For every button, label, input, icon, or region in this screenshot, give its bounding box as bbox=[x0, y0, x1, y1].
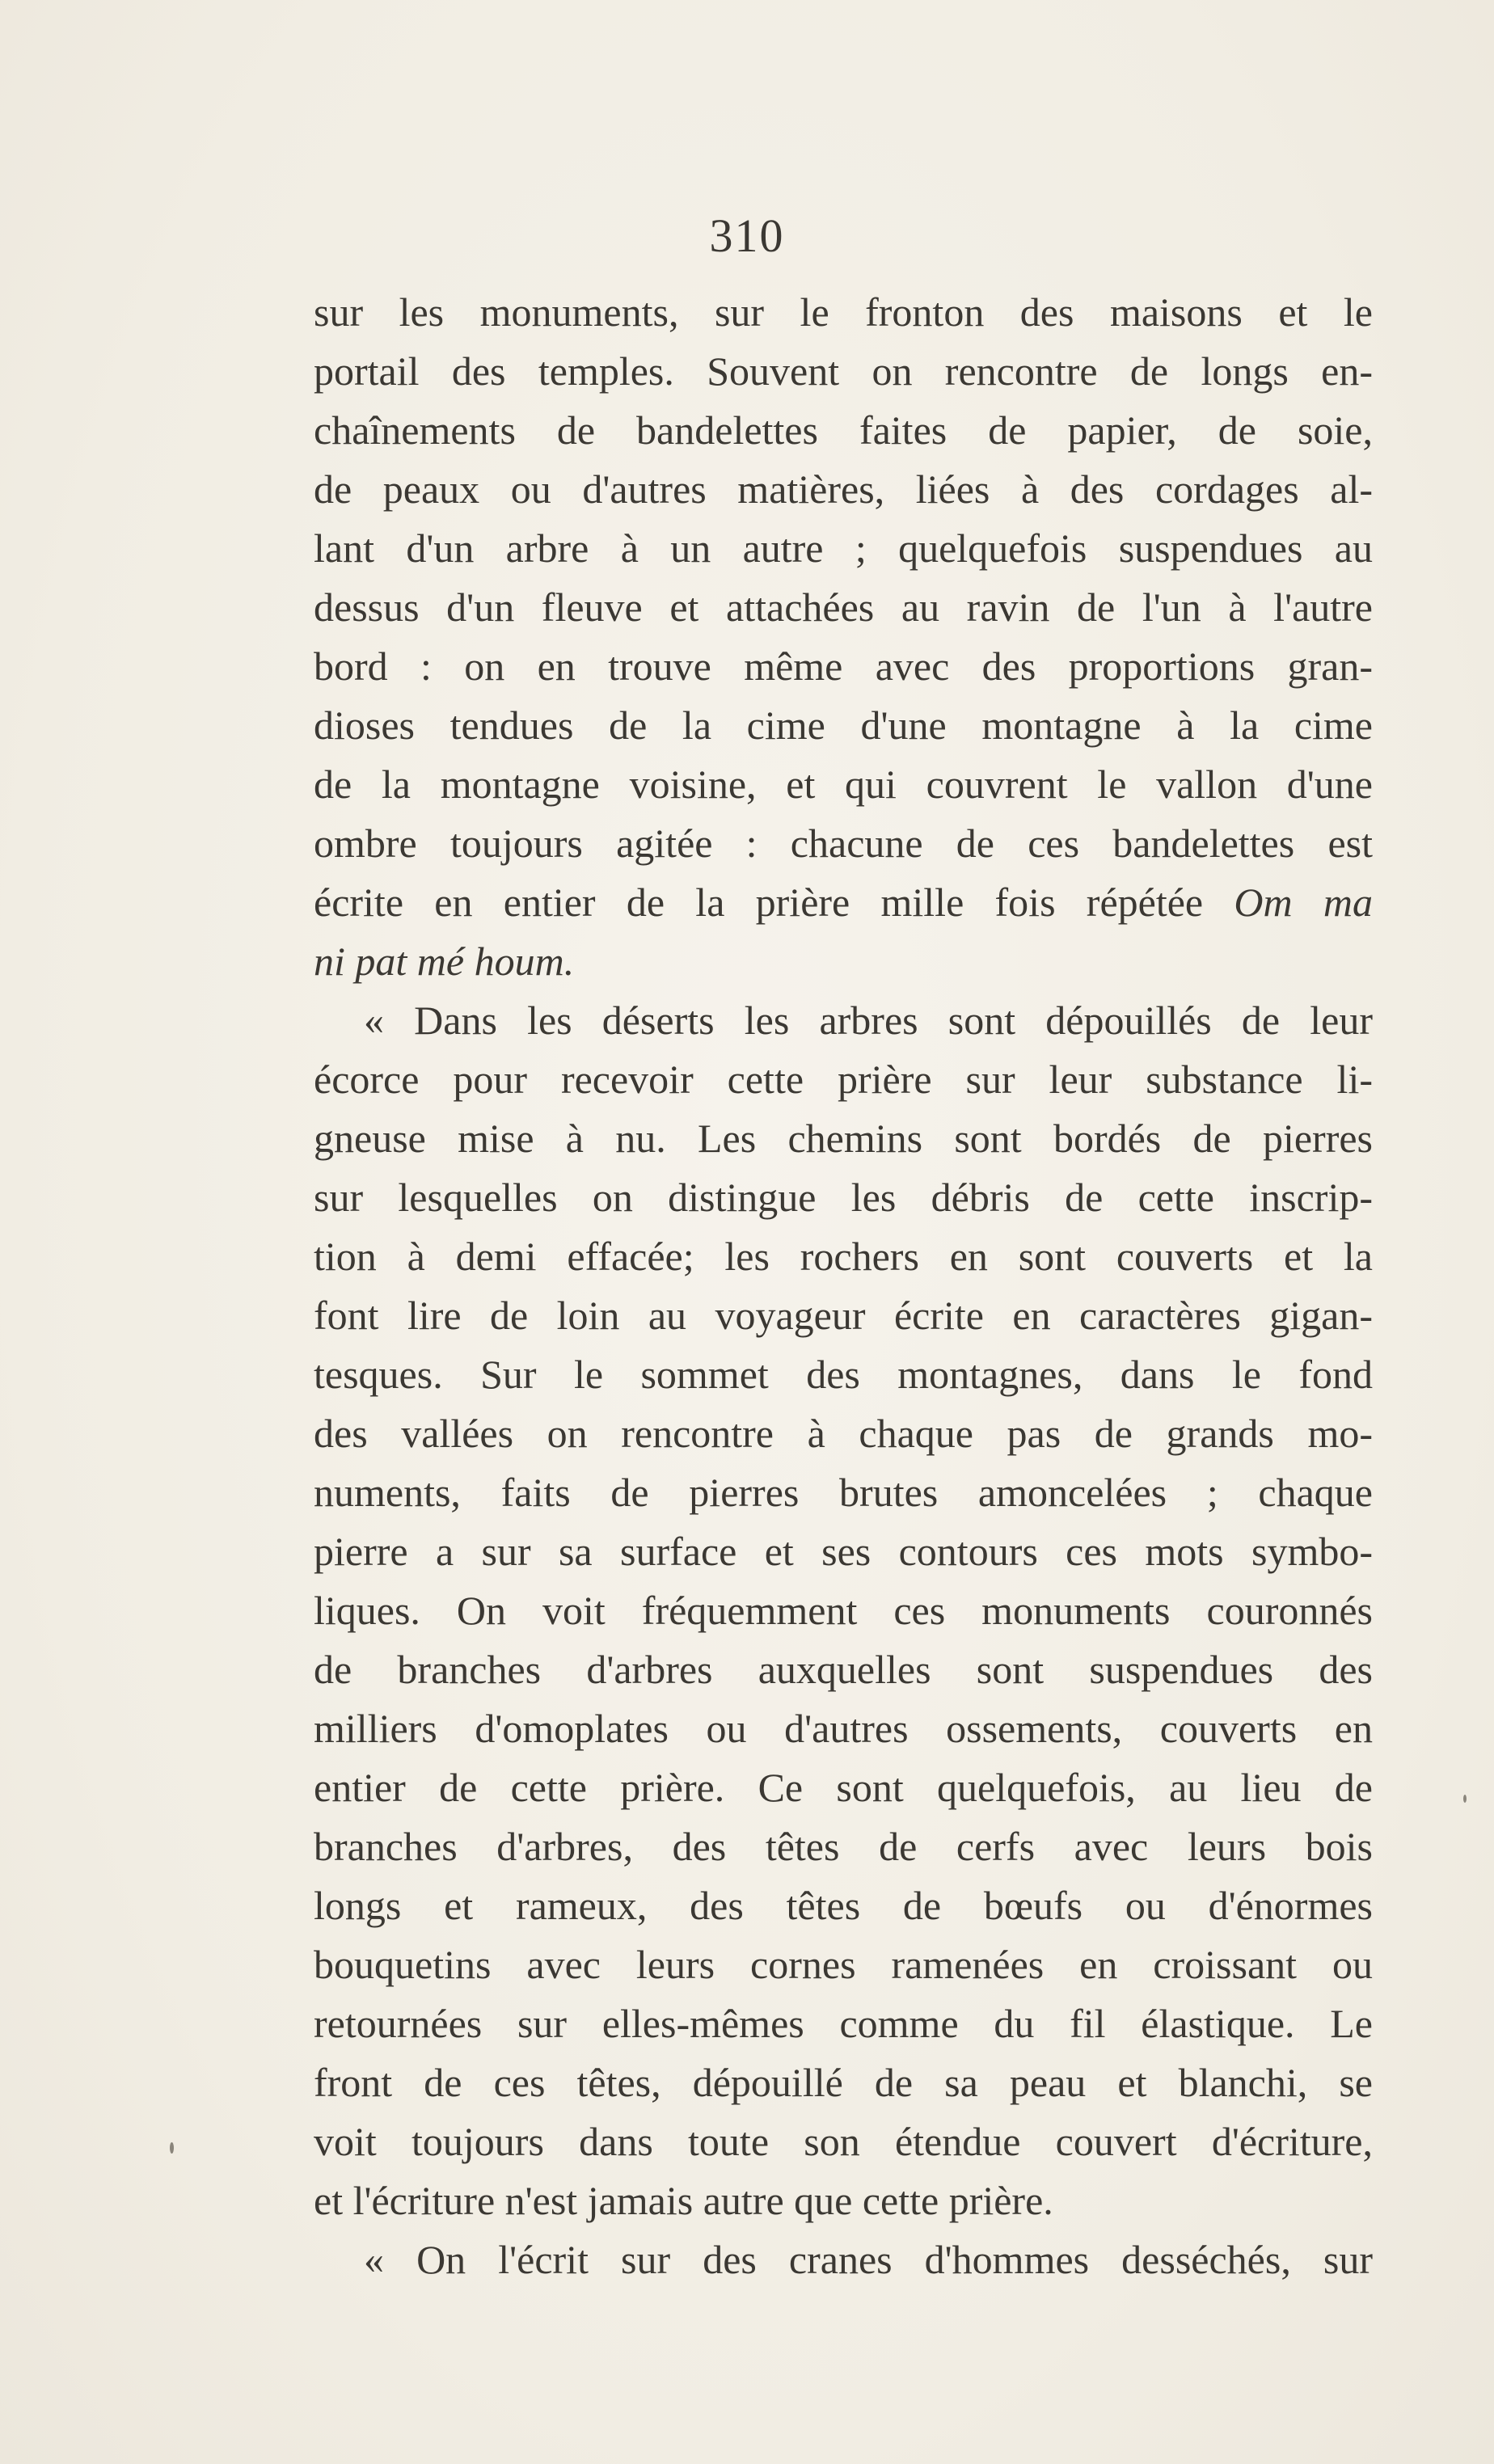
text-line: longs et rameux, des têtes de bœufs ou d'énormes bbox=[314, 1883, 1373, 1928]
text-line: ombre toujours agitée : chacune de ces bandelettes est bbox=[314, 821, 1373, 866]
italic-prayer-part-1: Om ma bbox=[1234, 880, 1374, 925]
text-line: voit toujours dans toute son étendue couvert d'écriture, bbox=[314, 2119, 1373, 2164]
text-line: dessus d'un fleuve et attachées au ravin de l'un à l'autre bbox=[314, 584, 1373, 630]
text-line: portail des temples. Souvent on rencontre de longs en- bbox=[314, 348, 1373, 394]
text-line-with-italic bbox=[314, 873, 1373, 932]
paragraph-start-line: « On l'écrit sur des cranes d'hommes desséchés, sur bbox=[364, 2237, 1373, 2282]
text-line: bord : on en trouve même avec des proportions gran- bbox=[314, 643, 1373, 689]
text-line: entier de cette prière. Ce sont quelquefois, au lieu de bbox=[314, 1765, 1373, 1810]
paper-speck bbox=[1463, 1795, 1467, 1803]
paragraph-start-line: « Dans les déserts les arbres sont dépouillés de leur bbox=[364, 998, 1373, 1043]
text-line: tesques. Sur le sommet des montagnes, dans le fond bbox=[314, 1352, 1373, 1397]
paragraph-end-line: et l'écriture n'est jamais autre que cette prière. bbox=[314, 2178, 1053, 2223]
text-line: de la montagne voisine, et qui couvrent le vallon d'une bbox=[314, 762, 1373, 807]
text-line: sur les monuments, sur le fronton des maisons et le bbox=[314, 289, 1373, 335]
text-line: lant d'un arbre à un autre ; quelquefois suspendues au bbox=[314, 525, 1373, 571]
text-line: des vallées on rencontre à chaque pas de grands mo- bbox=[314, 1411, 1373, 1456]
body-text bbox=[314, 283, 1373, 2289]
text-line: numents, faits de pierres brutes amoncelées ; chaque bbox=[314, 1470, 1373, 1515]
page-number: 310 bbox=[709, 209, 785, 262]
text-line: dioses tendues de la cime d'une montagne à la cime bbox=[314, 702, 1373, 748]
text-line: font lire de loin au voyageur écrite en caractères gigan- bbox=[314, 1293, 1373, 1338]
text-line: de peaux ou d'autres matières, liées à des cordages al- bbox=[314, 466, 1373, 512]
text-line: front de ces têtes, dépouillé de sa peau et blanchi, se bbox=[314, 2060, 1373, 2105]
text-line: milliers d'omoplates ou d'autres ossements, couverts en bbox=[314, 1706, 1373, 1751]
text-line: bouquetins avec leurs cornes ramenées en croissant ou bbox=[314, 1942, 1373, 1987]
text-line: retournées sur elles-mêmes comme du fil élastique. Le bbox=[314, 2001, 1373, 2046]
text-line: écorce pour recevoir cette prière sur leur substance li- bbox=[314, 1057, 1373, 1102]
text-line: pierre a sur sa surface et ses contours ces mots symbo- bbox=[314, 1529, 1373, 1574]
text-line: tion à demi effacée; les rochers en sont couverts et la bbox=[314, 1234, 1373, 1279]
text-line: chaînements de bandelettes faites de papier, de soie, bbox=[314, 407, 1373, 453]
text-line: de branches d'arbres auxquelles sont suspendues des bbox=[314, 1647, 1373, 1692]
text-line: liques. On voit fréquemment ces monuments couronnés bbox=[314, 1588, 1373, 1633]
text-line: branches d'arbres, des têtes de cerfs avec leurs bois bbox=[314, 1824, 1373, 1869]
paper-speck bbox=[170, 2142, 174, 2154]
text-line: sur lesquelles on distingue les débris de cette inscrip- bbox=[314, 1175, 1373, 1220]
text-line: gneuse mise à nu. Les chemins sont bordés de pierres bbox=[314, 1116, 1373, 1161]
italic-prayer-part-2: ni pat mé houm. bbox=[314, 939, 575, 984]
text-line-plain: écrite en entier de la prière mille fois répétée bbox=[314, 880, 1204, 925]
